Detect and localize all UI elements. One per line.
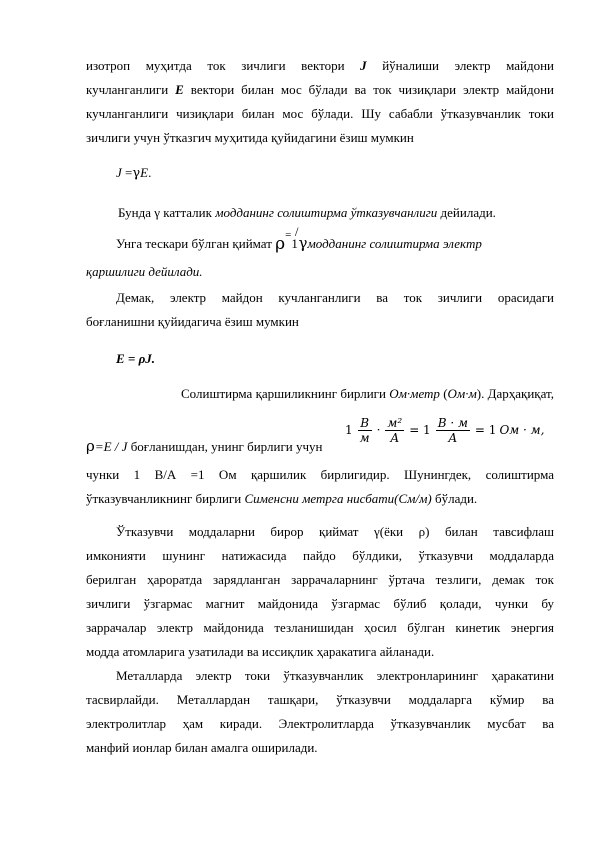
rho-definition-line2 [86, 263, 554, 280]
eq-rhs: E [140, 165, 149, 180]
coef: 1 [345, 423, 353, 437]
eq-dot: . [148, 165, 152, 180]
text: . Дарҳақиқат, [481, 386, 554, 401]
numerator: В · м [437, 415, 468, 430]
unit-italic: Ом·м [447, 386, 477, 401]
rho-definition [116, 224, 584, 254]
paragraph1-line2 [86, 81, 554, 98]
denominator: А [390, 430, 400, 445]
unit-italic: Ом·метр [389, 386, 440, 401]
paragraph5-line2: тасвирлайди. Металлардан ташқари, ўтказувчи моддаларга кўмир ва [86, 692, 554, 707]
eq-sign: = [285, 229, 292, 241]
resistance-unit-line: Солиштирма қаршиликнинг бирлиги Ом·метр (Ом·м). Дарҳақиқат, [181, 386, 554, 401]
rho-expression-line: ρ=E / J боғланишдан, унинг бирлиги учун [86, 437, 323, 455]
fraction-1 [358, 416, 372, 445]
italic-term: қаршилиги дейилади. [86, 264, 203, 279]
paragraph2-line2: боғланишни қуйидагича ёзиш мумкин [86, 314, 299, 329]
equals: = 1 [474, 423, 497, 437]
paragraph4-line3: берилган ҳароратда зарядланган заррачаларнинг ўртача тезлиги, демак ток [86, 572, 554, 587]
paragraph1-line3: кучланганлиги чизиқлари билан мос бўлади. Шу сабабли ўтказувчанлик токи [86, 106, 554, 121]
text: бўлади. [434, 491, 478, 506]
fraction-2 [385, 416, 404, 445]
paragraph4-line2: имконияти шунинг натижасида пайдо бўлдики, ўтказувчи моддаларда [86, 548, 554, 563]
paragraph4-line1: Ўтказувчи моддаларни бирор қиймат γ(ёки ρ) билан тавсифлаш [116, 524, 554, 539]
paragraph4-line6: модда атомларига узатилади ва иссиқлик ҳаракатига айланади. [86, 644, 435, 659]
vector-J: J [360, 58, 367, 73]
text: Солиштирма қаршиликнинг бирлиги [181, 386, 386, 401]
text: Унга тескари бўлган қиймат [116, 236, 272, 251]
text: ўтказувчанликнинг бирлиги [86, 491, 242, 506]
slash: / [294, 224, 299, 239]
one: 1 [291, 236, 298, 251]
paragraph4-line5: заррачалар электр майдонида тезланишидан ҳосил бўлган кинетик энергия [86, 620, 554, 635]
paragraph3-line1: чунки 1 В/А =1 Ом қаршилик бирлигидир. Шунингдек, солиштирма [86, 467, 554, 482]
italic-term: Сименсни метрга нисбати(См/м) [244, 491, 432, 506]
equals: = 1 [409, 423, 431, 437]
paragraph1-line1 [86, 57, 554, 74]
paragraph5-line4: манфий ионлар билан амалга оширилади. [86, 740, 318, 755]
result: Ом · м, [499, 423, 545, 437]
dot: · [376, 423, 381, 437]
paragraph4-line4: зичлиги ўзгармас магнит майдонида ўзгармас бўлиб қолади, чунки бу [86, 596, 554, 611]
text: вектори билан мос бўлади ва ток чизиқлари электр майдони [190, 82, 555, 97]
fraction-3 [436, 416, 470, 445]
rho-symbol: ρ [275, 234, 286, 254]
italic-term: модданинг солиштирма ўтказувчанлиги [215, 205, 438, 220]
denominator: м [359, 430, 370, 445]
eq-lhs: J [116, 165, 122, 180]
gamma-definition [118, 204, 586, 221]
paragraph5-line3: электролитлар ҳам киради. Электролитларда ўтказувчанлик мусбат ва [86, 716, 554, 731]
equation-ohm-law-resistivity: E = ρJ. [116, 351, 156, 366]
text: йўналиши электр майдони [382, 58, 555, 73]
text: кучланганлиги [86, 82, 169, 97]
text: боғланишдан, унинг бирлиги учун [130, 439, 323, 454]
gamma-symbol: γ [298, 234, 308, 252]
vector-E: E [175, 82, 184, 97]
equation-ohm-law-conductivity [116, 164, 584, 182]
italic-term: модданинг солиштирма электр [307, 236, 482, 251]
denominator: А [448, 430, 458, 445]
gamma-symbol: γ [132, 166, 141, 181]
unit-derivation-formula [345, 405, 544, 455]
text: дейилади. [440, 205, 496, 220]
paragraph5-line1: Металларда электр токи ўтказувчанлик электронларининг ҳаракатини [116, 668, 554, 683]
paragraph3-line2 [86, 490, 554, 507]
text: Бунда γ катталик [118, 205, 212, 220]
eq-sign: = [121, 165, 133, 180]
numerator: м² [387, 415, 403, 430]
paragraph1-line4: зичлиги учун ўтказгич муҳитида қуйидагини ёзиш мумкин [86, 130, 414, 145]
text: изотроп муҳитда ток зичлиги вектори [86, 58, 345, 73]
paragraph2-line1: Демак, электр майдон кучланганлиги ва ток зичлиги орасидаги [116, 290, 554, 305]
numerator: В [358, 416, 372, 431]
